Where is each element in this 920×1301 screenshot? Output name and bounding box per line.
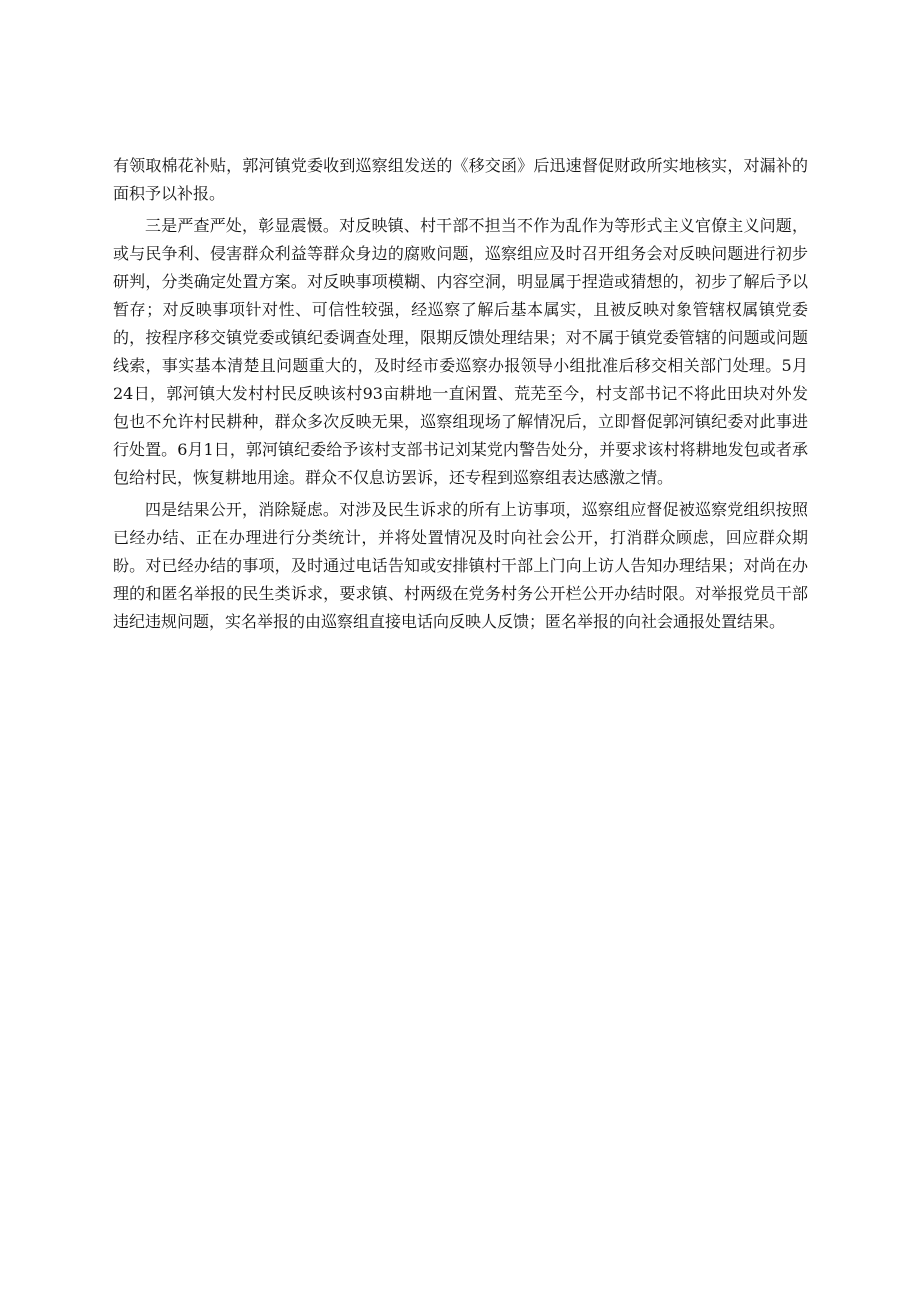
paragraph-point-three: 三是严查严处，彰显震慑。对反映镇、村干部不担当不作为乱作为等形式主义官僚主义问题，或与民争利、侵害群众利益等群众身边的腐败问题，巡察组应及时召开组务会对反映问题进行初步研判，分类确定处置方案。对反映事项模糊、内容空洞，明显属于捏造或猜想的，初步了解后予以暂存；对反映事项针对性、可信性较强，经巡察了解后基本属实，且被反映对象管辖权属镇党委的，按程序移交镇党委或镇纪委调查处理，限期反馈处理结果；对不属于镇党委管辖的问题或问题线索，事实基本清楚且问题重大的，及时经市委巡察办报领导小组批准后移交相关部门处理。5月24日，郭河镇大发村村民反映该村93亩耕地一直闲置、荒芜至今，村支部书记不将此田块对外发包也不允许村民耕种，群众多次反映无果，巡察组现场了解情况后，立即督促郭河镇纪委对此事进行处置。6月1日，郭河镇纪委给予该村支部书记刘某党内警告处分，并要求该村将耕地发包或者承包给村民，恢复耕地用途。群众不仅息访罢诉，还专程到巡察组表达感激之情。	[113, 216, 808, 487]
paragraph-continuation: 有领取棉花补贴，郭河镇党委收到巡察组发送的《移交函》后迅速督促财政所实地核实，对漏补的面积予以补报。	[113, 156, 808, 203]
paragraph-point-four: 四是结果公开，消除疑虑。对涉及民生诉求的所有上访事项，巡察组应督促被巡察党组织按照已经办结、正在办理进行分类统计，并将处置情况及时向社会公开，打消群众顾虑，回应群众期盼。对已经办结的事项，及时通过电话告知或安排镇村干部上门向上访人告知办理结果；对尚在办理的和匿名举报的民生类诉求，要求镇、村两级在党务村务公开栏公开办结时限。对举报党员干部违纪违规问题，实名举报的由巡察组直接电话向反映人反馈；匿名举报的向社会通报处置结果。	[113, 500, 808, 631]
document-body	[113, 152, 808, 640]
